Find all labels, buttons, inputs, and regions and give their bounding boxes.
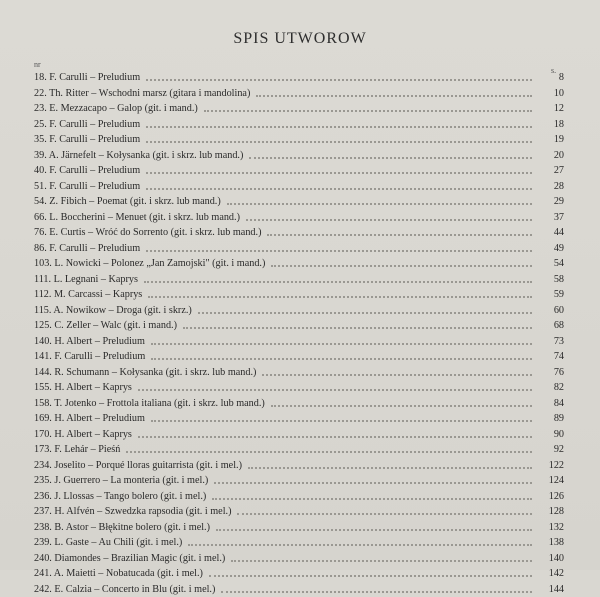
entry-page-number: 28 — [534, 179, 564, 195]
entry-page-number: 44 — [534, 225, 564, 241]
dot-leader — [256, 95, 532, 97]
entry-title: 236. J. Llossas – Tango bolero (git. i mel.) — [34, 489, 206, 505]
entry-page-number: 12 — [534, 101, 564, 117]
entry-title: 103. L. Nowicki – Polonez „Jan Zamojski" (git. i mand.) — [34, 256, 265, 272]
dot-leader — [227, 203, 532, 205]
toc-entry — [34, 179, 564, 195]
dot-leader — [146, 141, 532, 143]
entry-page-number: 18 — [534, 117, 564, 133]
toc-entry — [34, 442, 564, 458]
entry-page-number: 58 — [534, 272, 564, 288]
page-title: SPIS UTWOROW — [0, 30, 600, 48]
entry-page-number: 82 — [534, 380, 564, 396]
dot-leader — [151, 420, 532, 422]
dot-leader — [146, 250, 532, 252]
entry-title: 76. E. Curtis – Wróć do Sorrento (git. i skrz. lub mand.) — [34, 225, 261, 241]
entry-page-number: 19 — [534, 132, 564, 148]
entry-title: 170. H. Albert – Kaprys — [34, 427, 132, 443]
entry-title: 115. A. Nowikow – Droga (git. i skrz.) — [34, 303, 192, 319]
entry-page-number: 8 — [534, 70, 564, 86]
entry-page-number: 90 — [534, 427, 564, 443]
toc-entry — [34, 396, 564, 412]
toc-entry — [34, 163, 564, 179]
entry-title: 242. E. Calzia – Concerto in Blu (git. i mel.) — [34, 582, 215, 597]
toc-entry — [34, 473, 564, 489]
entry-page-number: 89 — [534, 411, 564, 427]
dot-leader — [188, 544, 532, 546]
entry-page-number: 84 — [534, 396, 564, 412]
entry-title: 141. F. Carulli – Preludium — [34, 349, 145, 365]
dot-leader — [183, 327, 532, 329]
toc-entry — [34, 520, 564, 536]
dot-leader — [204, 110, 532, 112]
entry-page-number: 29 — [534, 194, 564, 210]
toc-entry — [34, 427, 564, 443]
entry-title: 125. C. Zeller – Walc (git. i mand.) — [34, 318, 177, 334]
number-column-header: nr — [34, 60, 41, 69]
dot-leader — [126, 451, 532, 453]
entry-page-number: 49 — [534, 241, 564, 257]
toc-entry — [34, 117, 564, 133]
entry-page-number: 144 — [534, 582, 564, 597]
entry-title: 140. H. Albert – Preludium — [34, 334, 145, 350]
dot-leader — [267, 234, 532, 236]
dot-leader — [271, 265, 532, 267]
toc-entry — [34, 504, 564, 520]
entry-title: 240. Diamondes – Brazilian Magic (git. i mel.) — [34, 551, 225, 567]
dot-leader — [144, 281, 532, 283]
entry-title: 235. J. Guerrero – La monteria (git. i mel.) — [34, 473, 208, 489]
dot-leader — [214, 482, 532, 484]
toc-entry — [34, 318, 564, 334]
entry-page-number: 60 — [534, 303, 564, 319]
toc-entry — [34, 101, 564, 117]
dot-leader — [248, 467, 532, 469]
dot-leader — [146, 188, 532, 190]
toc-entry — [34, 334, 564, 350]
toc-entry — [34, 272, 564, 288]
dot-leader — [146, 126, 532, 128]
entry-title: 238. B. Astor – Błękitne bolero (git. i mel.) — [34, 520, 210, 536]
toc-entry — [34, 365, 564, 381]
dot-leader — [209, 575, 532, 577]
toc-entry — [34, 303, 564, 319]
toc-entry — [34, 287, 564, 303]
toc-entry — [34, 489, 564, 505]
entry-page-number: 132 — [534, 520, 564, 536]
toc-entry — [34, 411, 564, 427]
dot-leader — [148, 296, 532, 298]
entry-page-number: 74 — [534, 349, 564, 365]
dot-leader — [246, 219, 532, 221]
dot-leader — [198, 312, 532, 314]
dot-leader — [151, 343, 532, 345]
dot-leader — [237, 513, 532, 515]
entry-title: 111. L. Legnani – Kaprys — [34, 272, 138, 288]
entry-title: 241. A. Maietti – Nobatucada (git. i mel.) — [34, 566, 203, 582]
toc-entry — [34, 380, 564, 396]
dot-leader — [221, 591, 532, 593]
toc-entry — [34, 458, 564, 474]
entry-title: 155. H. Albert – Kaprys — [34, 380, 132, 396]
entry-page-number: 27 — [534, 163, 564, 179]
entry-title: 158. T. Jotenko – Frottola italiana (git. i skrz. lub mand.) — [34, 396, 265, 412]
entry-title: 35. F. Carulli – Preludium — [34, 132, 140, 148]
toc-entry — [34, 148, 564, 164]
toc-entry — [34, 256, 564, 272]
toc-entry — [34, 582, 564, 597]
toc-entry — [34, 566, 564, 582]
dot-leader — [249, 157, 532, 159]
dot-leader — [138, 436, 532, 438]
dot-leader — [146, 79, 532, 81]
entry-page-number: 138 — [534, 535, 564, 551]
entry-page-number: 73 — [534, 334, 564, 350]
page-column-header: s. — [551, 66, 556, 75]
dot-leader — [271, 405, 532, 407]
toc-entry — [34, 86, 564, 102]
toc-entry — [34, 225, 564, 241]
toc-entry — [34, 194, 564, 210]
dot-leader — [212, 498, 532, 500]
entry-page-number: 122 — [534, 458, 564, 474]
entry-page-number: 142 — [534, 566, 564, 582]
toc-entry — [34, 551, 564, 567]
entry-title: 40. F. Carulli – Preludium — [34, 163, 140, 179]
toc-entry — [34, 349, 564, 365]
entry-page-number: 54 — [534, 256, 564, 272]
toc-entry — [34, 535, 564, 551]
entry-title: 18. F. Carulli – Preludium — [34, 70, 140, 86]
entry-title: 39. A. Järnefelt – Kołysanka (git. i skrz. lub mand.) — [34, 148, 243, 164]
entry-title: 237. H. Alfvén – Szwedzka rapsodia (git. i mel.) — [34, 504, 231, 520]
entry-title: 22. Th. Ritter – Wschodni marsz (gitara i mandolina) — [34, 86, 250, 102]
dot-leader — [151, 358, 532, 360]
entry-page-number: 20 — [534, 148, 564, 164]
entry-title: 239. L. Gaste – Au Chili (git. i mel.) — [34, 535, 182, 551]
entry-page-number: 128 — [534, 504, 564, 520]
entry-page-number: 140 — [534, 551, 564, 567]
entry-title: 54. Z. Fibich – Poemat (git. i skrz. lub mand.) — [34, 194, 221, 210]
entry-title: 25. F. Carulli – Preludium — [34, 117, 140, 133]
dot-leader — [262, 374, 532, 376]
dot-leader — [138, 389, 532, 391]
entry-page-number: 76 — [534, 365, 564, 381]
table-of-contents — [34, 70, 564, 597]
entry-title: 66. L. Boccherini – Menuet (git. i skrz. lub mand.) — [34, 210, 240, 226]
dot-leader — [216, 529, 532, 531]
entry-title: 144. R. Schumann – Kołysanka (git. i skrz. lub mand.) — [34, 365, 256, 381]
entry-page-number: 92 — [534, 442, 564, 458]
entry-title: 112. M. Carcassi – Kaprys — [34, 287, 142, 303]
toc-entry — [34, 132, 564, 148]
toc-entry — [34, 241, 564, 257]
dot-leader — [231, 560, 532, 562]
entry-title: 173. F. Lehár – Pieśń — [34, 442, 120, 458]
entry-page-number: 126 — [534, 489, 564, 505]
entry-title: 23. E. Mezzacapo – Galop (git. i mand.) — [34, 101, 198, 117]
entry-page-number: 124 — [534, 473, 564, 489]
entry-title: 234. Joselito – Porqué lloras guitarrista (git. i mel.) — [34, 458, 242, 474]
toc-entry — [34, 210, 564, 226]
toc-entry — [34, 70, 564, 86]
entry-title: 169. H. Albert – Preludium — [34, 411, 145, 427]
entry-title: 86. F. Carulli – Preludium — [34, 241, 140, 257]
entry-title: 51. F. Carulli – Preludium — [34, 179, 140, 195]
entry-page-number: 59 — [534, 287, 564, 303]
entry-page-number: 37 — [534, 210, 564, 226]
entry-page-number: 10 — [534, 86, 564, 102]
dot-leader — [146, 172, 532, 174]
entry-page-number: 68 — [534, 318, 564, 334]
